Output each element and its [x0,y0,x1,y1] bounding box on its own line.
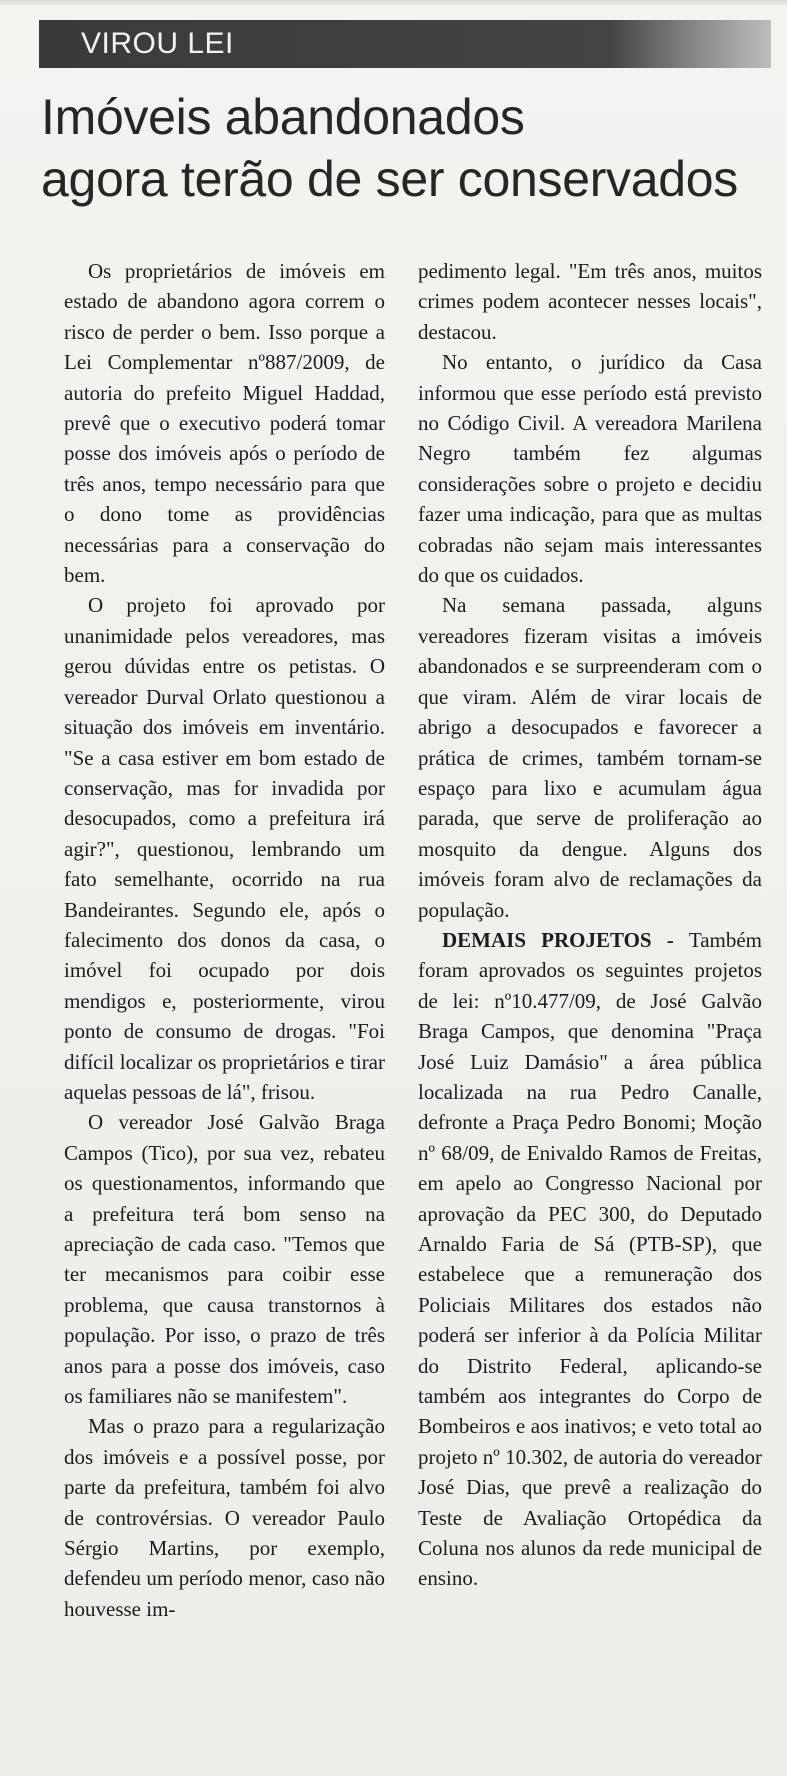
subsection-lead: DEMAIS PROJETOS - [442,927,689,952]
section-label: VIROU LEI [81,27,234,60]
subsection-paragraph [418,925,762,1594]
paragraph: Os proprietários de imóveis em estado de abandono agora correm o risco de perder o bem. Isso porque a Lei Complementar nº887/2009, de autoria do prefeito Miguel Haddad, prevê que o executivo poderá tomar posse dos imóveis após o período de três anos, tempo necessário para que o dono tome as providências necessárias para a conservação do bem. [64,259,385,588]
headline-line-1: Imóveis abandonados [41,89,525,145]
paragraph: Na semana passada, alguns vereadores fizeram visitas a imóveis abandonados e se surpreenderam com o que viram. Além de virar locais de abrigo a desocupados e favorecer a prática de crimes, também tornam-se espaço para lixo e acumulam água parada, que serve de proliferação ao mosquito da dengue. Alguns dos imóveis foram alvo de reclamações da população. [418,593,762,922]
paragraph: Mas o prazo para a regularização dos imóveis e a possível posse, por parte da prefeitura, também foi alvo de controvérsias. O vereador Paulo Sérgio Martins, por exemplo, defendeu um período menor, caso não houvesse im- [64,1414,385,1621]
paragraph: O vereador José Galvão Braga Campos (Tico), por sua vez, rebateu os questionamentos, informando que a prefeitura terá bom senso na apreciação de cada caso. "Temos que ter mecanismos para coibir esse problema, que causa transtornos à população. Por isso, o prazo de três anos para a posse dos imóveis, caso os familiares não se manifestem". [64,1110,385,1409]
paragraph: O projeto foi aprovado por unanimidade pelos vereadores, mas gerou dúvidas entre os petistas. O vereador Durval Orlato questionou a situação dos imóveis em inventário. "Se a casa estiver em bom estado de conservação, mas for invadida por desocupados, como a prefeitura irá agir?", questionou, lembrando um fato semelhante, ocorrido na rua Bandeirantes. Segundo ele, após o falecimento dos donos da casa, o imóvel foi ocupado por dois mendigos e, posteriormente, virou ponto de consumo de drogas. "Foi difícil localizar os proprietários e tirar aquelas pessoas de lá", frisou. [64,593,385,1104]
subsection-text: Também foram aprovados os seguintes projetos de lei: nº10.477/09, de José Galvão Braga Campos, que denomina "Praça José Luiz Damásio" a área pública localizada na rua Pedro Canalle, defronte a Praça Pedro Bonomi; Moção nº 68/09, de Enivaldo Ramos de Freitas, em apelo ao Congresso Nacional por aprovação da PEC 300, do Deputado Arnaldo Faria de Sá (PTB-SP), que estabelece que a remuneração dos Policiais Militares dos estados não poderá ser inferior à da Polícia Militar do Distrito Federal, aplicando-se também aos integrantes do Corpo de Bombeiros e aos inativos; e veto total ao projeto nº 10.302, de autoria do vereador José Dias, que prevê a realização do Teste de Avaliação Ortopédica da Coluna nos alunos da rede municipal de ensino. [418,927,762,1591]
paragraph-continued: pedimento legal. "Em três anos, muitos crimes podem acontecer nesses locais", destacou. [418,259,762,344]
paragraph: No entanto, o jurídico da Casa informou que esse período está previsto no Código Civil. A vereadora Marilena Negro também fez algumas considerações sobre o projeto e decidiu fazer uma indicação, para que as multas cobradas não sejam mais interessantes do que os cuidados. [418,350,762,588]
section-banner [39,20,771,68]
headline-line-2: agora terão de ser conservados [41,151,738,207]
article-column-right [418,256,762,1594]
article-column-left [64,256,385,1624]
headline [41,86,781,210]
page-top-edge [0,0,787,6]
